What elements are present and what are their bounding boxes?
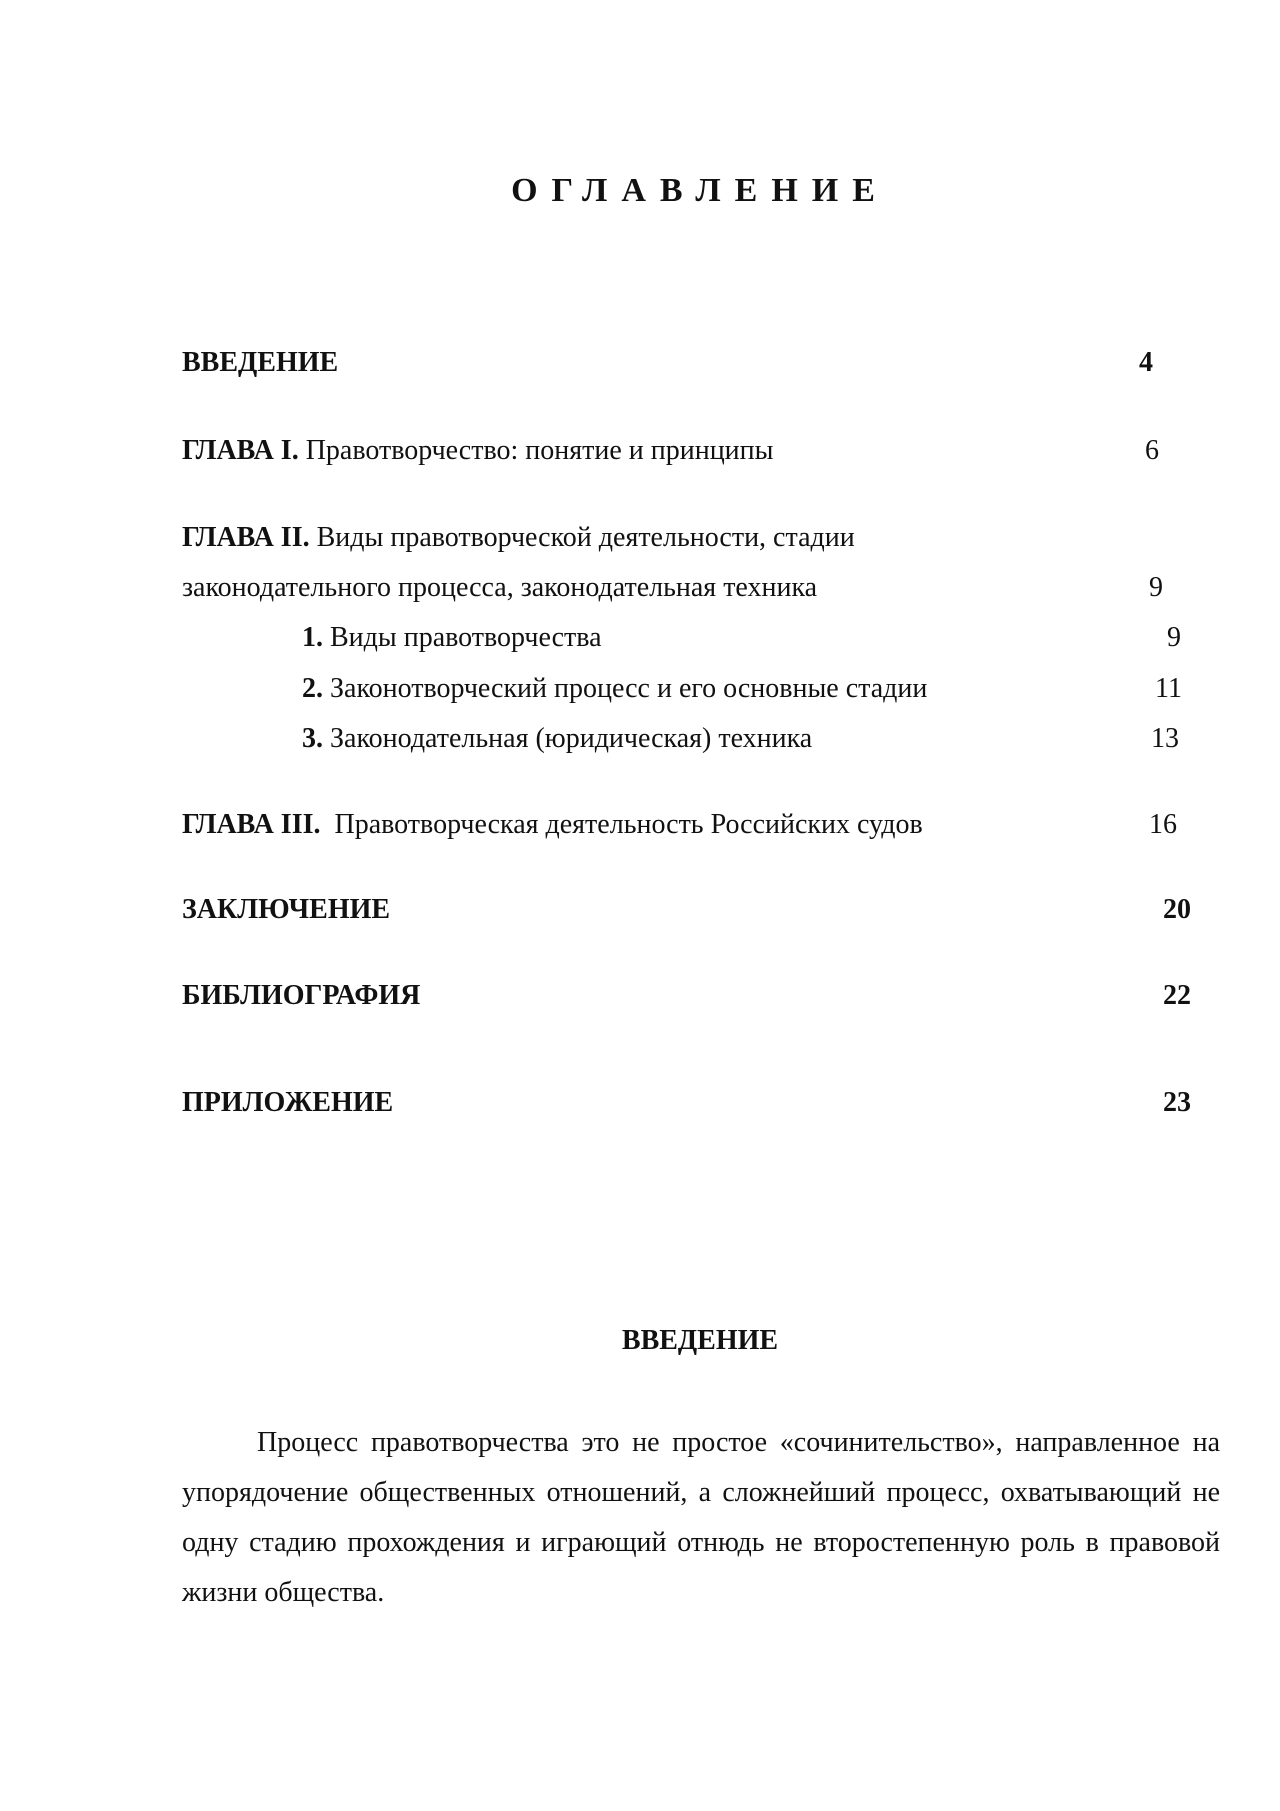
toc-entry-label: ВВЕДЕНИЕ <box>182 347 339 378</box>
toc-page-number: 13 <box>1151 723 1179 754</box>
toc-entry-label: ГЛАВА III. <box>182 809 321 840</box>
toc-subentry-3 <box>302 722 812 756</box>
toc-entry-chapter-3 <box>182 808 923 842</box>
toc-entry-label: ЗАКЛЮЧЕНИЕ <box>182 894 391 925</box>
toc-entry-text: Виды правотворческой деятельности, стадии <box>309 522 855 553</box>
toc-subentry-number: 2. <box>302 673 323 704</box>
toc-entry-chapter-1 <box>182 434 773 468</box>
toc-entry-label: ГЛАВА I. <box>182 435 299 466</box>
toc-page-number: 22 <box>1163 980 1191 1011</box>
body-paragraph: Процесс правотворчества это не простое «сочинительство», направленное на упорядочение общественных отношений, а сложнейший процесс, охватывающий не одну стадию прохождения и играющий отнюдь не второстепенную роль в правовой жизни общества. <box>182 1427 1220 1608</box>
toc-entry-introduction <box>182 346 338 380</box>
toc-entry-conclusion <box>182 893 390 927</box>
toc-entry-text: Правотворческая деятельность Российских судов <box>320 809 923 840</box>
toc-entry-text: Законотворческий процесс и его основные стадии <box>323 673 928 704</box>
toc-entry-label: ГЛАВА II. <box>182 522 310 553</box>
toc-page-number: 16 <box>1149 809 1177 840</box>
toc-subentry-number: 3. <box>302 723 323 754</box>
toc-page-number: 11 <box>1155 673 1182 704</box>
toc-entry-text: Правотворчество: понятие и принципы <box>298 435 774 466</box>
toc-page-number: 4 <box>1139 347 1153 378</box>
toc-entry-text: Виды правотворчества <box>323 622 602 653</box>
toc-page-number: 9 <box>1167 622 1181 653</box>
toc-page-number: 20 <box>1163 894 1191 925</box>
toc-page-number: 23 <box>1163 1087 1191 1118</box>
toc-page-number: 9 <box>1149 572 1163 603</box>
toc-entry-appendix <box>182 1086 393 1120</box>
toc-entry-label: БИБЛИОГРАФИЯ <box>182 980 421 1011</box>
toc-subentry-number: 1. <box>302 622 323 653</box>
toc-title: ОГЛАВЛЕНИЕ <box>511 172 889 209</box>
toc-entry-bibliography <box>182 979 420 1013</box>
toc-entry-text: Законодательная (юридическая) техника <box>323 723 813 754</box>
toc-page-number: 6 <box>1145 435 1159 466</box>
section-heading: ВВЕДЕНИЕ <box>621 1325 779 1356</box>
toc-subentry-1 <box>302 621 602 655</box>
toc-entry-chapter-2-continuation: законодательного процесса, законодательная техника <box>182 572 818 603</box>
toc-entry-chapter-2 <box>182 521 855 555</box>
toc-entry-label: ПРИЛОЖЕНИЕ <box>182 1087 394 1118</box>
toc-subentry-2 <box>302 672 927 706</box>
